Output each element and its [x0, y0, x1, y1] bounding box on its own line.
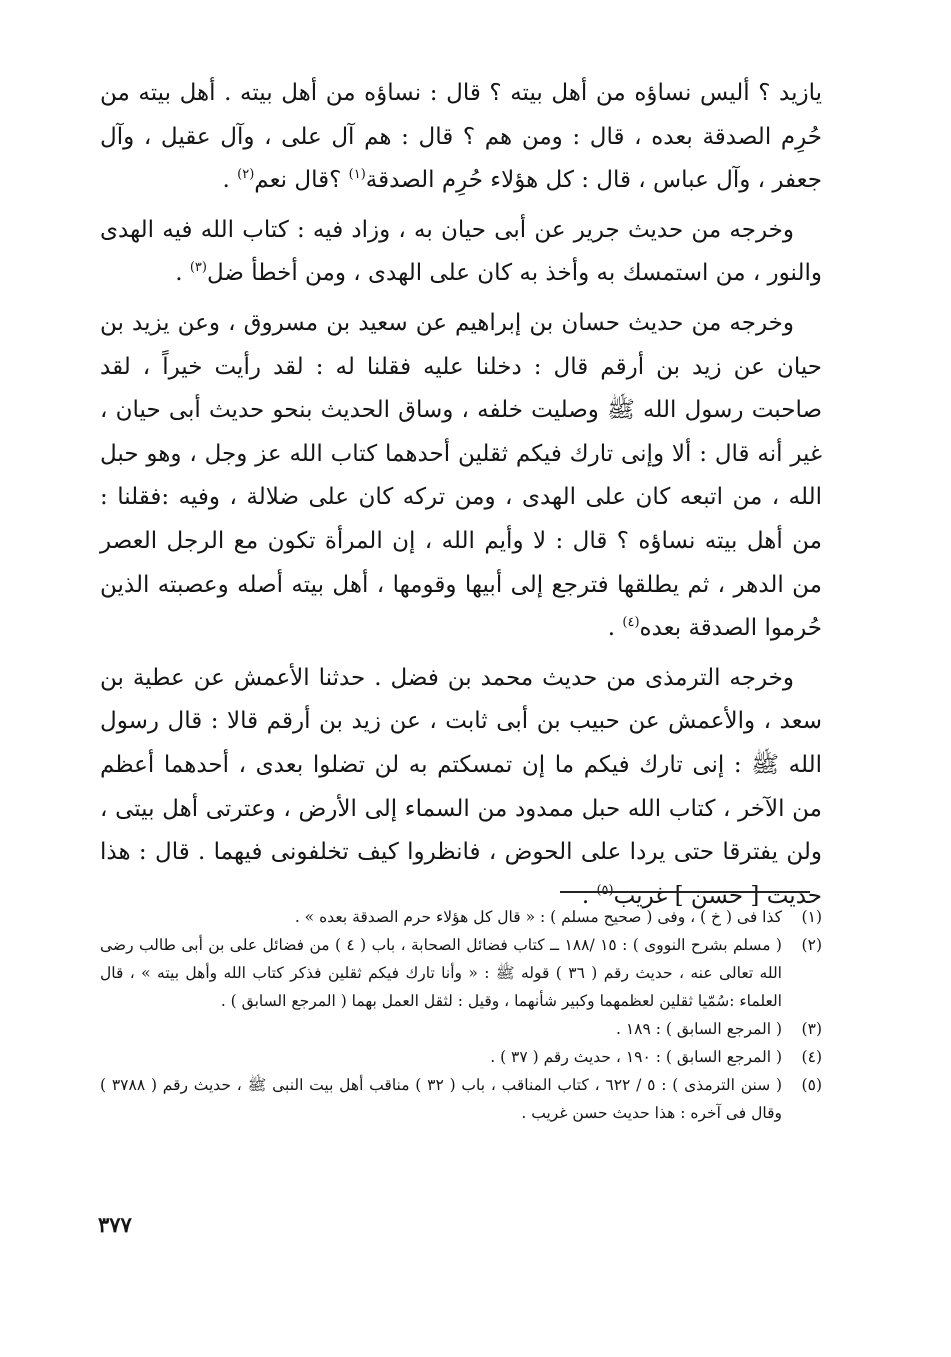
footnotes: [100, 903, 822, 1127]
footnote-number: (٢): [801, 936, 822, 954]
footnote-text: ( سنن الترمذى ) : ٥ / ٦٢٢ ، كتاب المناقب ، باب ( ٣٢ ) مناقب أهل بيت النبى ﷺ ، حديث رقم ( ٣٧٨٨ ) وقال فى آخره : هذا حديث حسن غريب .: [100, 1076, 783, 1122]
paragraph: يازيد ؟ أليس نساؤه من أهل بيته ؟ قال : نساؤه من أهل بيته . أهل بيته من حُرِم الصدقة بعده ، قال : ومن هم ؟ قال : هم آل على ، وآل عقيل ، وآل جعفر ، وآل عباس ، قال : كل هؤلاء حُرِم الصدقة$^{(١)}$ ؟قال نعم$^{(٢)}$ .: [100, 80, 822, 194]
footnote-number: (٣): [801, 1020, 822, 1038]
footnote-text: كذا فى ( خ ) ، وفى ( صحيح مسلم ) : « قال كل هؤلاء حرم الصدقة بعده » .: [294, 908, 782, 926]
footnote-reference[interactable]: (١): [348, 167, 366, 183]
footnote-reference[interactable]: (٣): [189, 260, 207, 276]
footnote-text: ( المرجع السابق ) : ١٨٩ .: [616, 1020, 782, 1038]
footnote: [100, 1071, 822, 1127]
footnote-divider: [560, 891, 810, 893]
page-number: ٣٧٧: [98, 1212, 132, 1237]
footnote-number: (١): [801, 908, 822, 926]
footnote-number: (٤): [801, 1048, 822, 1066]
main-text: [100, 72, 822, 918]
footnote-reference[interactable]: (٥): [596, 882, 614, 898]
paragraph: وخرجه من حديث حسان بن إبراهيم عن سعيد بن مسروق ، وعن يزيد بن حيان عن زيد بن أرقم قال : دخلنا عليه فقلنا له : لقد رأيت خيراً ، لقد صاحبت رسول الله ﷺ وصليت خلفه ، وساق الحديث بنحو حديث أبى حيان ، غير أنه قال : ألا وإنى تارك فيكم ثقلين أحدهما كتاب الله عز وجل ، وهو حبل الله ، من اتبعه كان على الهدى ، ومن تركه كان على ضلالة ، وفيه :فقلنا : من أهل بيته نساؤه ؟ قال : لا وأيم الله ، إن المرأة تكون مع الرجل العصر من الدهر ، ثم يطلقها فترجع إلى أبيها وقومها ، أهل بيته أصله وعصبته الذين حُرموا الصدقة بعده$^{(٤)}$ .: [100, 309, 822, 642]
footnote: [100, 931, 822, 1015]
footnote-text: ( المرجع السابق ) : ١٩٠ ، حديث رقم ( ٣٧ ) .: [490, 1048, 782, 1066]
footnote-reference[interactable]: (٤): [622, 615, 640, 631]
footnote-text: ( مسلم بشرح النووى ) : ١٥ /١٨٨ ــ كتاب فضائل الصحابة ، باب ( ٤ ) من فضائل على بن أبى طالب رضى الله تعالى عنه ، حديث رقم ( ٣٦ ) قوله ﷺ : « وأنا تارك فيكم ثقلين فذكر كتاب الله وأهل بيته » ، قال العلماء :سُمّيا ثقلين لعظمهما وكبير شأنهما ، وقيل : لثقل العمل بهما ( المرجع السابق ) .: [100, 936, 782, 1010]
footnote-reference[interactable]: (٢): [237, 167, 255, 183]
paragraph: وخرجه الترمذى من حديث محمد بن فضل . حدثنا الأعمش عن عطية بن سعد ، والأعمش عن حبيب بن أبى ثابت ، عن زيد بن أرقم قالا : قال رسول الله ﷺ : إنى تارك فيكم ما إن تمسكتم به لن تضلوا بعدى ، أحدهما أعظم من الآخر ، كتاب الله حبل ممدود من السماء إلى الأرض ، وعترتى أهل بيتى ، ولن يفترقا حتى يردا على الحوض ، فانظروا كيف تخلفونى فيهما . قال : هذا حديث [ حسن ] غريب$^{(٥)}$ .: [100, 664, 822, 909]
footnote: [100, 1015, 822, 1043]
paragraph: وخرجه من حديث جرير عن أبى حيان به ، وزاد فيه : كتاب الله فيه الهدى والنور ، من استمسك به وأخذ به كان على الهدى ، ومن أخطأ ضل$^{(٣)}$ .: [100, 216, 822, 287]
footnote-number: (٥): [801, 1076, 822, 1094]
footnote: [100, 1043, 822, 1071]
footnote: [100, 903, 822, 931]
